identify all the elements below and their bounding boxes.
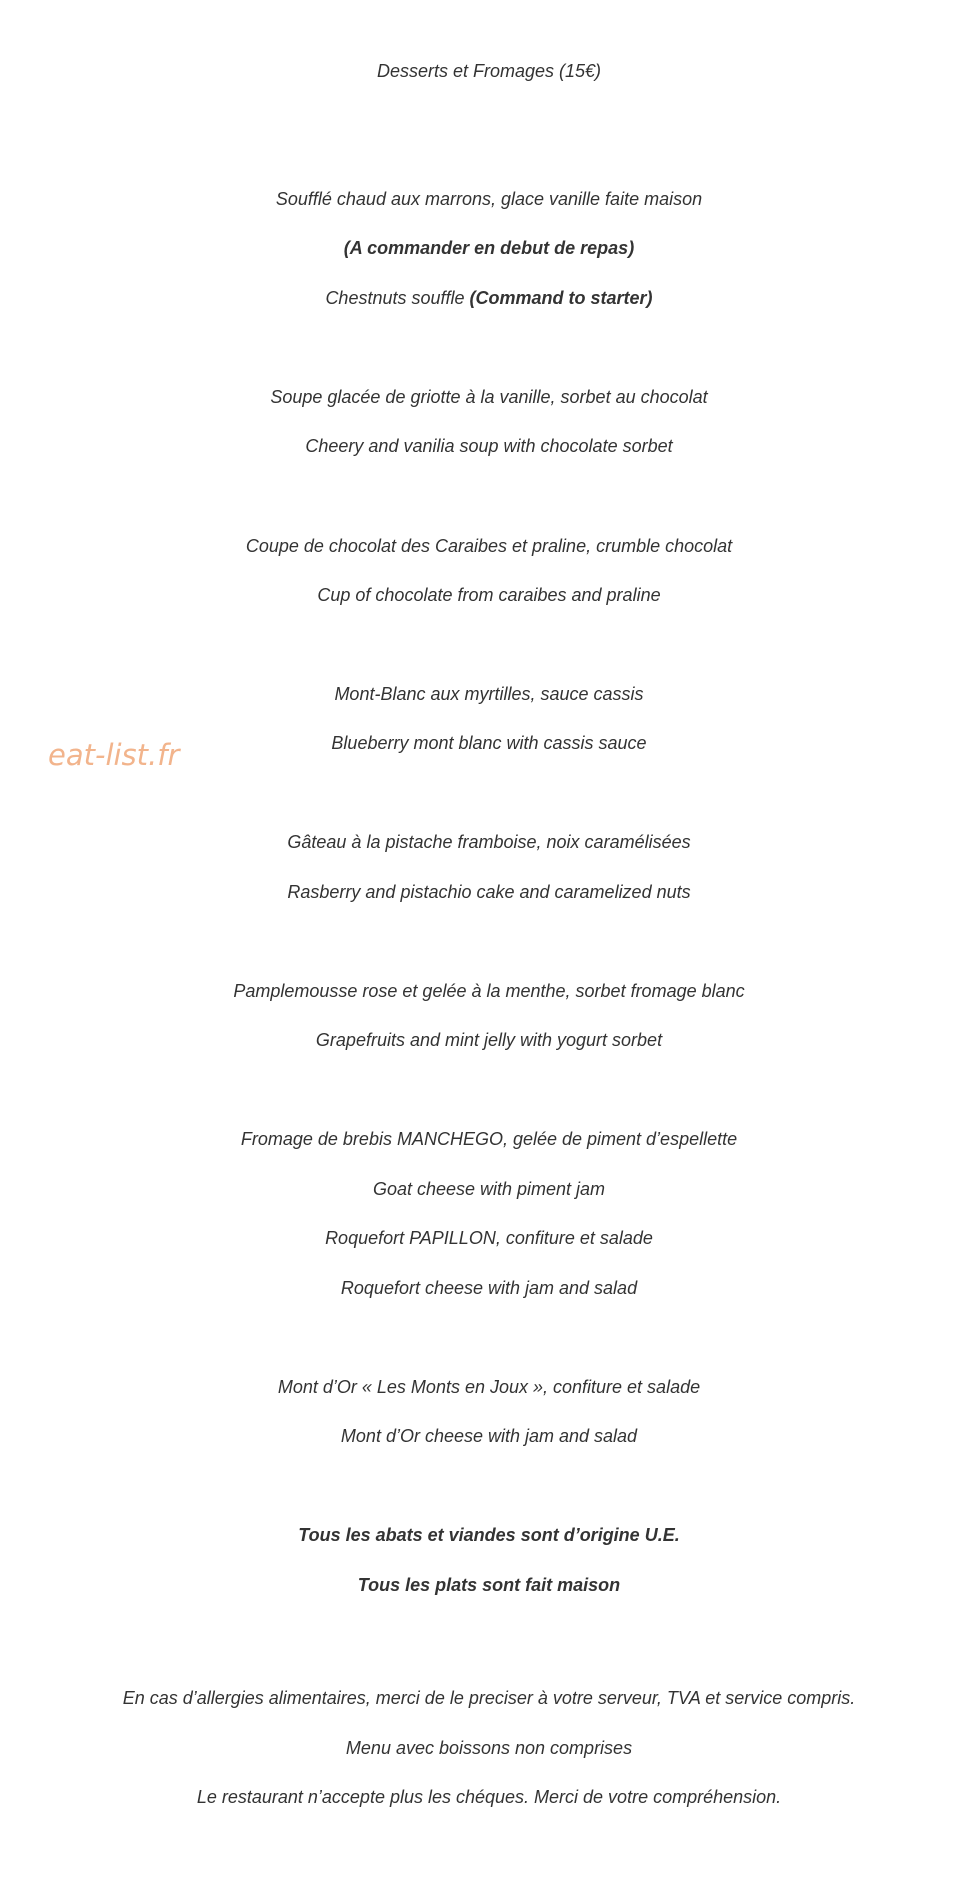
- item-soupe-en: Cheery and vanilia soup with chocolate sorbet: [305, 436, 673, 456]
- item-pamplemousse-fr: Pamplemousse rose et gelée à la menthe, sorbet fromage blanc: [233, 981, 745, 1001]
- item-coupe-fr: Coupe de chocolat des Caraibes et praline, crumble chocolat: [245, 536, 733, 556]
- item-montblanc-fr: Mont-Blanc aux myrtilles, sauce cassis: [334, 684, 644, 704]
- item-roquefort-en: Roquefort cheese with jam and salad: [340, 1278, 638, 1298]
- note-allergies: En cas d’allergies alimentaires, merci de le preciser à votre serveur, TVA et service compris.: [122, 1688, 856, 1708]
- item-souffle-en-note: (Command to starter): [469, 288, 653, 308]
- item-montdor-fr: Mont d’Or « Les Monts en Joux », confiture et salade: [277, 1377, 701, 1397]
- item-montdor-en: Mont d’Or cheese with jam and salad: [340, 1426, 638, 1446]
- item-souffle-note: (A commander en debut de repas): [343, 238, 635, 258]
- item-brebis-fr: Fromage de brebis MANCHEGO, gelée de piment d’espellette: [240, 1129, 738, 1149]
- note-cheques: Le restaurant n’accepte plus les chéques. Merci de votre compréhension.: [196, 1787, 782, 1807]
- item-montblanc-en: Blueberry mont blanc with cassis sauce: [331, 733, 647, 753]
- item-soupe-fr: Soupe glacée de griotte à la vanille, sorbet au chocolat: [270, 387, 708, 407]
- item-souffle-en: [0, 286, 953, 310]
- note-drinks: Menu avec boissons non comprises: [345, 1738, 633, 1758]
- item-coupe-en: Cup of chocolate from caraibes and praline: [317, 585, 661, 605]
- note-origin: Tous les abats et viandes sont d’origine U.E.: [298, 1525, 680, 1545]
- item-souffle-fr: Soufflé chaud aux marrons, glace vanille faite maison: [275, 189, 703, 209]
- menu-title: Desserts et Fromages (15€): [376, 61, 602, 81]
- note-homemade: Tous les plats sont fait maison: [357, 1575, 621, 1595]
- item-gateau-en: Rasberry and pistachio cake and caramelized nuts: [287, 882, 691, 902]
- item-pamplemousse-en: Grapefruits and mint jelly with yogurt sorbet: [315, 1030, 663, 1050]
- watermark-logo: eat-list.fr: [48, 738, 180, 772]
- item-gateau-fr: Gâteau à la pistache framboise, noix caramélisées: [287, 832, 691, 852]
- item-roquefort-fr: Roquefort PAPILLON, confiture et salade: [325, 1228, 653, 1248]
- item-souffle-en-text: Chestnuts souffle: [325, 288, 470, 308]
- item-brebis-en: Goat cheese with piment jam: [372, 1179, 606, 1199]
